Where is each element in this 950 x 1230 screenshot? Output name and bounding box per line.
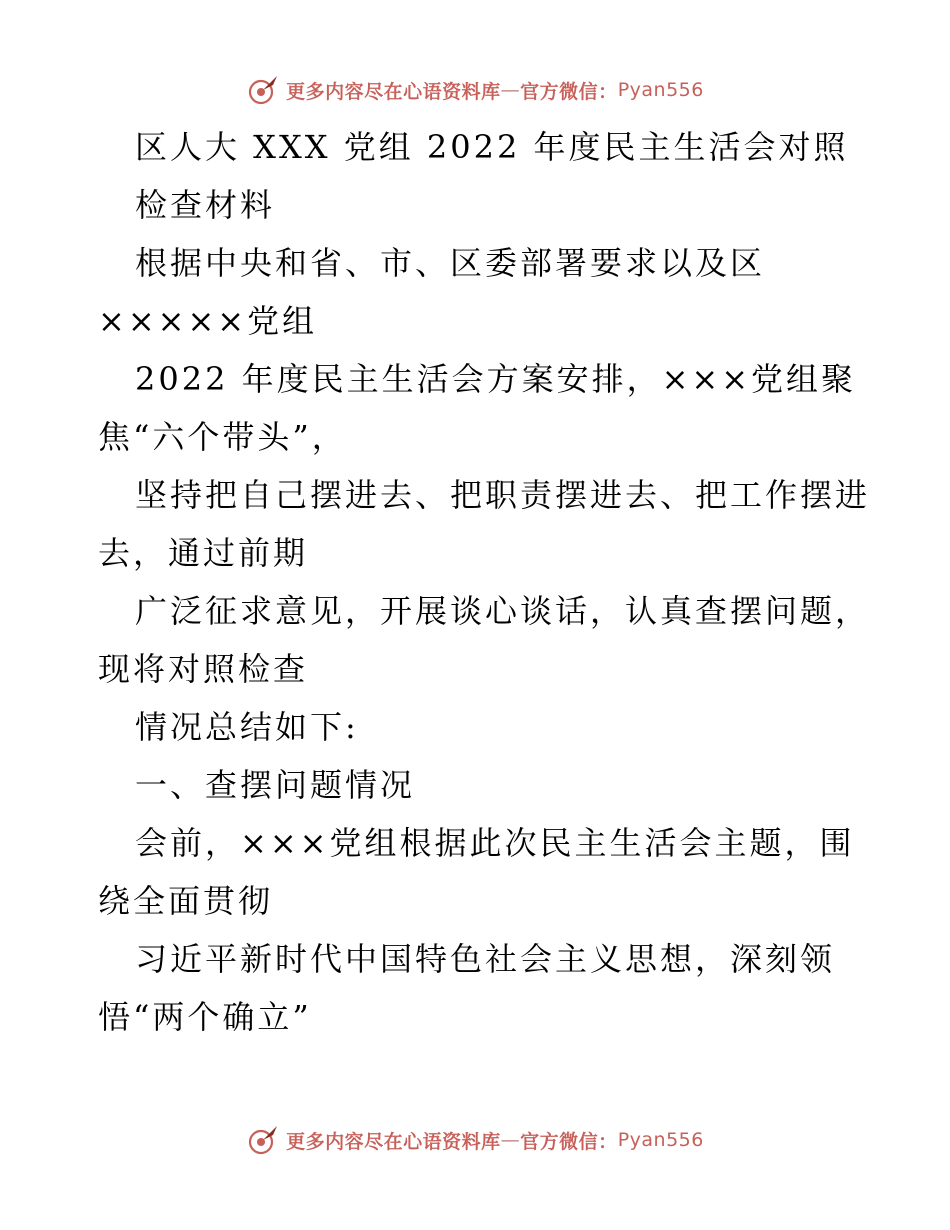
doc-paragraph-line: 去，通过前期	[98, 534, 309, 572]
watermark-wechat-id: Pyan556	[617, 1129, 704, 1151]
doc-paragraph-line: 焦“六个带头”，	[98, 418, 347, 456]
doc-paragraph-line: 现将对照检查	[98, 650, 309, 688]
watermark-separator: —	[500, 1129, 521, 1151]
header-watermark	[0, 70, 950, 110]
doc-title-line-1: 区人大 XXX 党组 2022 年度民主生活会对照	[135, 128, 849, 166]
watermark-wechat-id: Pyan556	[617, 79, 704, 101]
doc-paragraph-line: 坚持把自己摆进去、把职责摆进去、把工作摆进	[135, 476, 871, 514]
quill-logo-icon	[246, 73, 280, 107]
doc-paragraph-line: 悟“两个确立”	[98, 998, 312, 1036]
section-heading: 一、查摆问题情况	[135, 766, 416, 804]
doc-title-line-2: 检查材料	[135, 186, 276, 224]
quill-logo-icon	[246, 1123, 280, 1157]
watermark-wechat-label: 官方微信：	[520, 1130, 618, 1153]
watermark-main-text: 更多内容尽在心语资料库	[286, 80, 501, 103]
watermark-separator: —	[500, 79, 521, 101]
doc-paragraph-line: 情况总结如下:	[135, 708, 359, 746]
doc-paragraph-line: 会前，×××党组根据此次民主生活会主题，围	[135, 824, 855, 862]
watermark-main-text: 更多内容尽在心语资料库	[286, 1130, 501, 1153]
doc-paragraph-line: 绕全面贯彻	[98, 882, 274, 920]
watermark-wechat-label: 官方微信：	[520, 80, 618, 103]
footer-watermark	[0, 1120, 950, 1160]
doc-paragraph-line: 根据中央和省、市、区委部署要求以及区	[135, 244, 766, 282]
doc-paragraph-line: ×××××党组	[98, 302, 318, 340]
doc-paragraph-line: 2022 年度民主生活会方案安排，×××党组聚	[135, 360, 857, 398]
doc-paragraph-line: 广泛征求意见，开展谈心谈话，认真查摆问题，	[135, 592, 871, 630]
doc-paragraph-line: 习近平新时代中国特色社会主义思想，深刻领	[135, 940, 836, 978]
